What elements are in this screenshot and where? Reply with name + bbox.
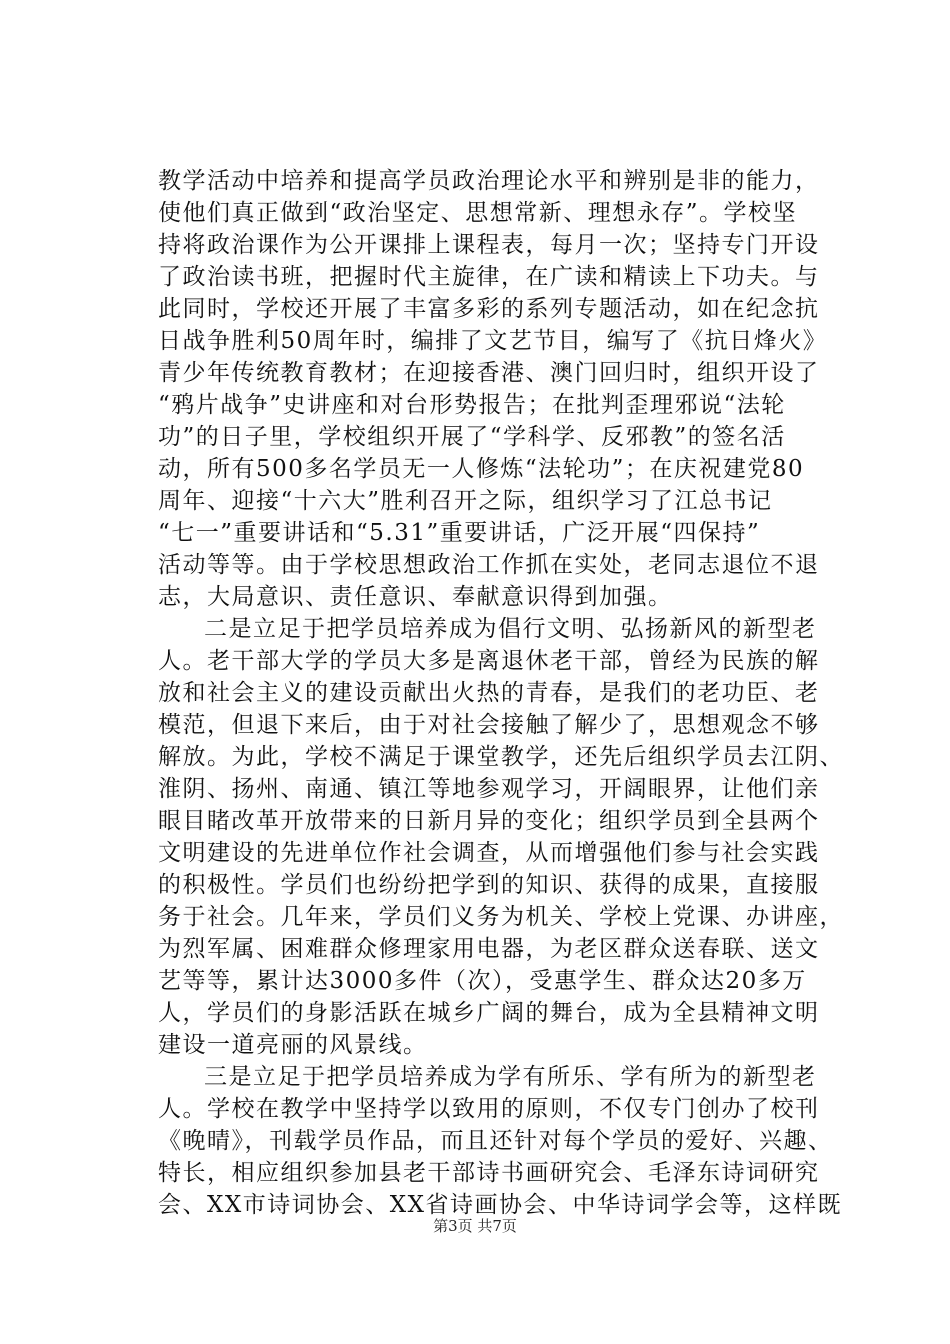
text-line: 周年、迎接“十六大”胜利召开之际，组织学习了江总书记 — [158, 488, 773, 514]
text-line: 会、XX市诗词协会、XX省诗画协会、中华诗词学会等，这样既 — [158, 1192, 842, 1218]
page-number-footer: 第3页 共7页 — [433, 1217, 517, 1235]
text-line: 志，大局意识、责任意识、奉献意识得到加强。 — [158, 584, 673, 610]
text-line: 青少年传统教育教材；在迎接香港、澳门回归时，组织开设了 — [158, 360, 820, 386]
text-line: 动，所有500多名学员无一人修炼“法轮功”；在庆祝建党80 — [158, 456, 805, 482]
text-line: 功”的日子里，学校组织开展了“学科学、反邪教”的签名活 — [158, 424, 786, 450]
text-line: 持将政治课作为公开课排上课程表，每月一次；坚持专门开设 — [158, 232, 820, 258]
text-line: 务于社会。几年来，学员们义务为机关、学校上党课、办讲座， — [158, 904, 844, 930]
paragraph-first-line: 三是立足于把学员培养成为学有所乐、学有所为的新型老 — [204, 1064, 817, 1090]
text-line: 使他们真正做到“政治坚定、思想常新、理想永存”。学校坚 — [158, 200, 798, 226]
text-line: 放和社会主义的建设贡献出火热的青春，是我们的老功臣、老 — [158, 680, 820, 706]
text-line: 特长，相应组织参加县老干部诗书画研究会、毛泽东诗词研究 — [158, 1160, 820, 1186]
text-line: 模范，但退下来后，由于对社会接触了解少了，思想观念不够 — [158, 712, 820, 738]
text-line: 的积极性。学员们也纷纷把学到的知识、获得的成果，直接服 — [158, 872, 820, 898]
document-body — [158, 165, 844, 1221]
text-line: 为烈军属、困难群众修理家用电器，为老区群众送春联、送文 — [158, 936, 820, 962]
text-line: 淮阴、扬州、南通、镇江等地参观学习，开阔眼界，让他们亲 — [158, 776, 820, 802]
text-line: 文明建设的先进单位作社会调查，从而增强他们参与社会实践 — [158, 840, 820, 866]
text-line: 此同时，学校还开展了丰富多彩的系列专题活动，如在纪念抗 — [158, 296, 820, 322]
text-line: 活动等等。由于学校思想政治工作抓在实处，老同志退位不退 — [158, 552, 820, 578]
paragraph-first-line: 二是立足于把学员培养成为倡行文明、弘扬新风的新型老 — [204, 616, 817, 642]
text-line: “鸦片战争”史讲座和对台形势报告；在批判歪理邪说“法轮 — [158, 392, 786, 418]
text-line: 艺等等，累计达3000多件（次），受惠学生、群众达20多万 — [158, 968, 807, 994]
text-line: 建设一道亮丽的风景线。 — [158, 1032, 428, 1058]
text-line: 教学活动中培养和提高学员政治理论水平和辨别是非的能力， — [158, 168, 820, 194]
text-line: 了政治读书班，把握时代主旋律，在广读和精读上下功夫。与 — [158, 264, 820, 290]
text-line: 解放。为此，学校不满足于课堂教学，还先后组织学员去江阴、 — [158, 744, 844, 770]
text-line: 人。学校在教学中坚持学以致用的原则，不仅专门创办了校刊 — [158, 1096, 820, 1122]
text-line: “七一”重要讲话和“5.31”重要讲话，广泛开展“四保持” — [158, 520, 761, 546]
text-line: 《晚晴》，刊载学员作品，而且还针对每个学员的爱好、兴趣、 — [158, 1128, 833, 1154]
text-line: 人。老干部大学的学员大多是离退休老干部，曾经为民族的解 — [158, 648, 820, 674]
text-line: 人，学员们的身影活跃在城乡广阔的舞台，成为全县精神文明 — [158, 1000, 820, 1026]
text-line: 日战争胜利50周年时，编排了文艺节目，编写了《抗日烽火》 — [158, 328, 828, 354]
text-line: 眼目睹改革开放带来的日新月异的变化；组织学员到全县两个 — [158, 808, 820, 834]
